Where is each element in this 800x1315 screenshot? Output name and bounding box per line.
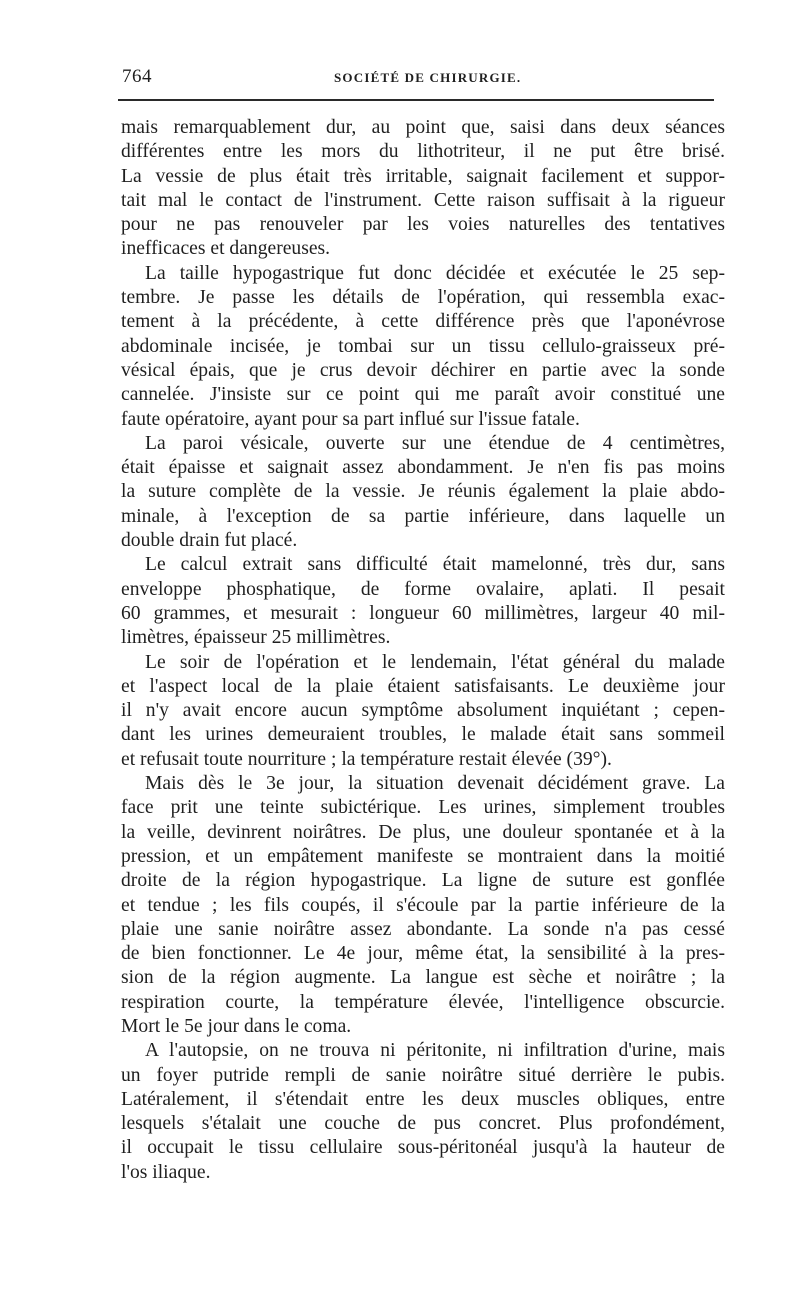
text-line: inefficaces et dangereuses. bbox=[121, 238, 331, 260]
text-line: mais remarquablement dur, au point que, saisi dans deux séances bbox=[121, 117, 725, 138]
text-line: limètres, épaisseur 25 millimètres. bbox=[121, 627, 391, 649]
text-line: 60 grammes, et mesurait : longueur 60 millimètres, largeur 40 mil- bbox=[121, 602, 725, 624]
text-line: cannelée. J'insiste sur ce point qui me paraît avoir constitué une bbox=[121, 384, 725, 406]
header-rule bbox=[118, 99, 714, 101]
body-text bbox=[121, 116, 725, 1185]
journal-title: SOCIÉTÉ DE CHIRURGIE. bbox=[334, 70, 522, 85]
text-line: abdominale incisée, je tombai sur un tissu cellulo-graisseux pré- bbox=[121, 335, 725, 357]
text-line: vésical épais, que je crus devoir déchirer en partie avec la sonde bbox=[121, 359, 725, 381]
text-line: il n'y avait encore aucun symptôme absolument inquiétant ; cepen- bbox=[121, 700, 725, 722]
text-line: était épaisse et saignait assez abondamment. Je n'en fis pas moins bbox=[121, 457, 725, 479]
text-line: tement à la précédente, à cette différence près que l'aponévrose bbox=[121, 311, 725, 333]
running-head bbox=[122, 66, 712, 90]
text-line: La vessie de plus était très irritable, saignait facilement et suppor- bbox=[121, 165, 725, 187]
page-number: 764 bbox=[122, 66, 152, 87]
text-line: et tendue ; les fils coupés, il s'écoule par la partie inférieure de la bbox=[121, 894, 725, 916]
text-line: tembre. Je passe les détails de l'opération, qui ressembla exac- bbox=[121, 287, 725, 309]
text-line: Mort le 5e jour dans le coma. bbox=[121, 1015, 352, 1037]
text-line: La paroi vésicale, ouverte sur une étendue de 4 centimètres, bbox=[145, 432, 725, 454]
text-line: face prit une teinte subictérique. Les urines, simplement troubles bbox=[121, 797, 725, 819]
text-line: il occupait le tissu cellulaire sous-péritonéal jusqu'à la hauteur de bbox=[121, 1137, 725, 1159]
text-line: faute opératoire, ayant pour sa part influé sur l'issue fatale. bbox=[121, 408, 580, 430]
text-line: plaie une sanie noirâtre assez abondante. La sonde n'a pas cessé bbox=[121, 918, 725, 940]
text-line: pour ne pas renouveler par les voies naturelles des tentatives bbox=[121, 214, 725, 236]
text-line: un foyer putride rempli de sanie noirâtre situé derrière le pubis. bbox=[121, 1064, 725, 1086]
text-line: Le soir de l'opération et le lendemain, l'état général du malade bbox=[145, 651, 725, 673]
text-line: pression, et un empâtement manifeste se montraient dans la moitié bbox=[121, 845, 725, 867]
text-line: minale, à l'exception de sa partie inférieure, dans laquelle un bbox=[121, 505, 725, 527]
text-line: droite de la région hypogastrique. La ligne de suture est gonflée bbox=[121, 870, 725, 892]
text-line: l'os iliaque. bbox=[121, 1161, 211, 1183]
text-line: la suture complète de la vessie. Je réunis également la plaie abdo- bbox=[121, 481, 725, 503]
text-line: et l'aspect local de la plaie étaient satisfaisants. Le deuxième jour bbox=[121, 675, 725, 697]
text-line: et refusait toute nourriture ; la température restait élevée (39°). bbox=[121, 748, 612, 770]
text-line: dant les urines demeuraient troubles, le malade était sans sommeil bbox=[121, 724, 725, 746]
text-line: sion de la région augmente. La langue est sèche et noirâtre ; la bbox=[121, 967, 725, 989]
text-line: double drain fut placé. bbox=[121, 530, 298, 552]
text-line: La taille hypogastrique fut donc décidée et exécutée le 25 sep- bbox=[145, 262, 725, 284]
text-line: A l'autopsie, on ne trouva ni péritonite, ni infiltration d'urine, mais bbox=[145, 1040, 725, 1062]
text-line: tait mal le contact de l'instrument. Cette raison suffisait à la rigueur bbox=[121, 189, 725, 211]
text-line: Le calcul extrait sans difficulté était mamelonné, très dur, sans bbox=[145, 554, 725, 576]
text-line: Mais dès le 3e jour, la situation devenait décidément grave. La bbox=[145, 773, 725, 795]
text-line: la veille, devinrent noirâtres. De plus, une douleur spontanée et à la bbox=[121, 821, 725, 843]
text-line: Latéralement, il s'étendait entre les deux muscles obliques, entre bbox=[121, 1088, 725, 1110]
text-line: lesquels s'étalait une couche de pus concret. Plus profondément, bbox=[121, 1113, 725, 1135]
text-line: différentes entre les mors du lithotriteur, il ne put être brisé. bbox=[121, 141, 725, 163]
text-line: de bien fonctionner. Le 4e jour, même état, la sensibilité à la pres- bbox=[121, 943, 725, 965]
text-line: enveloppe phosphatique, de forme ovalaire, aplati. Il pesait bbox=[121, 578, 725, 600]
text-line: respiration courte, la température élevée, l'intelligence obscurcie. bbox=[121, 991, 725, 1013]
